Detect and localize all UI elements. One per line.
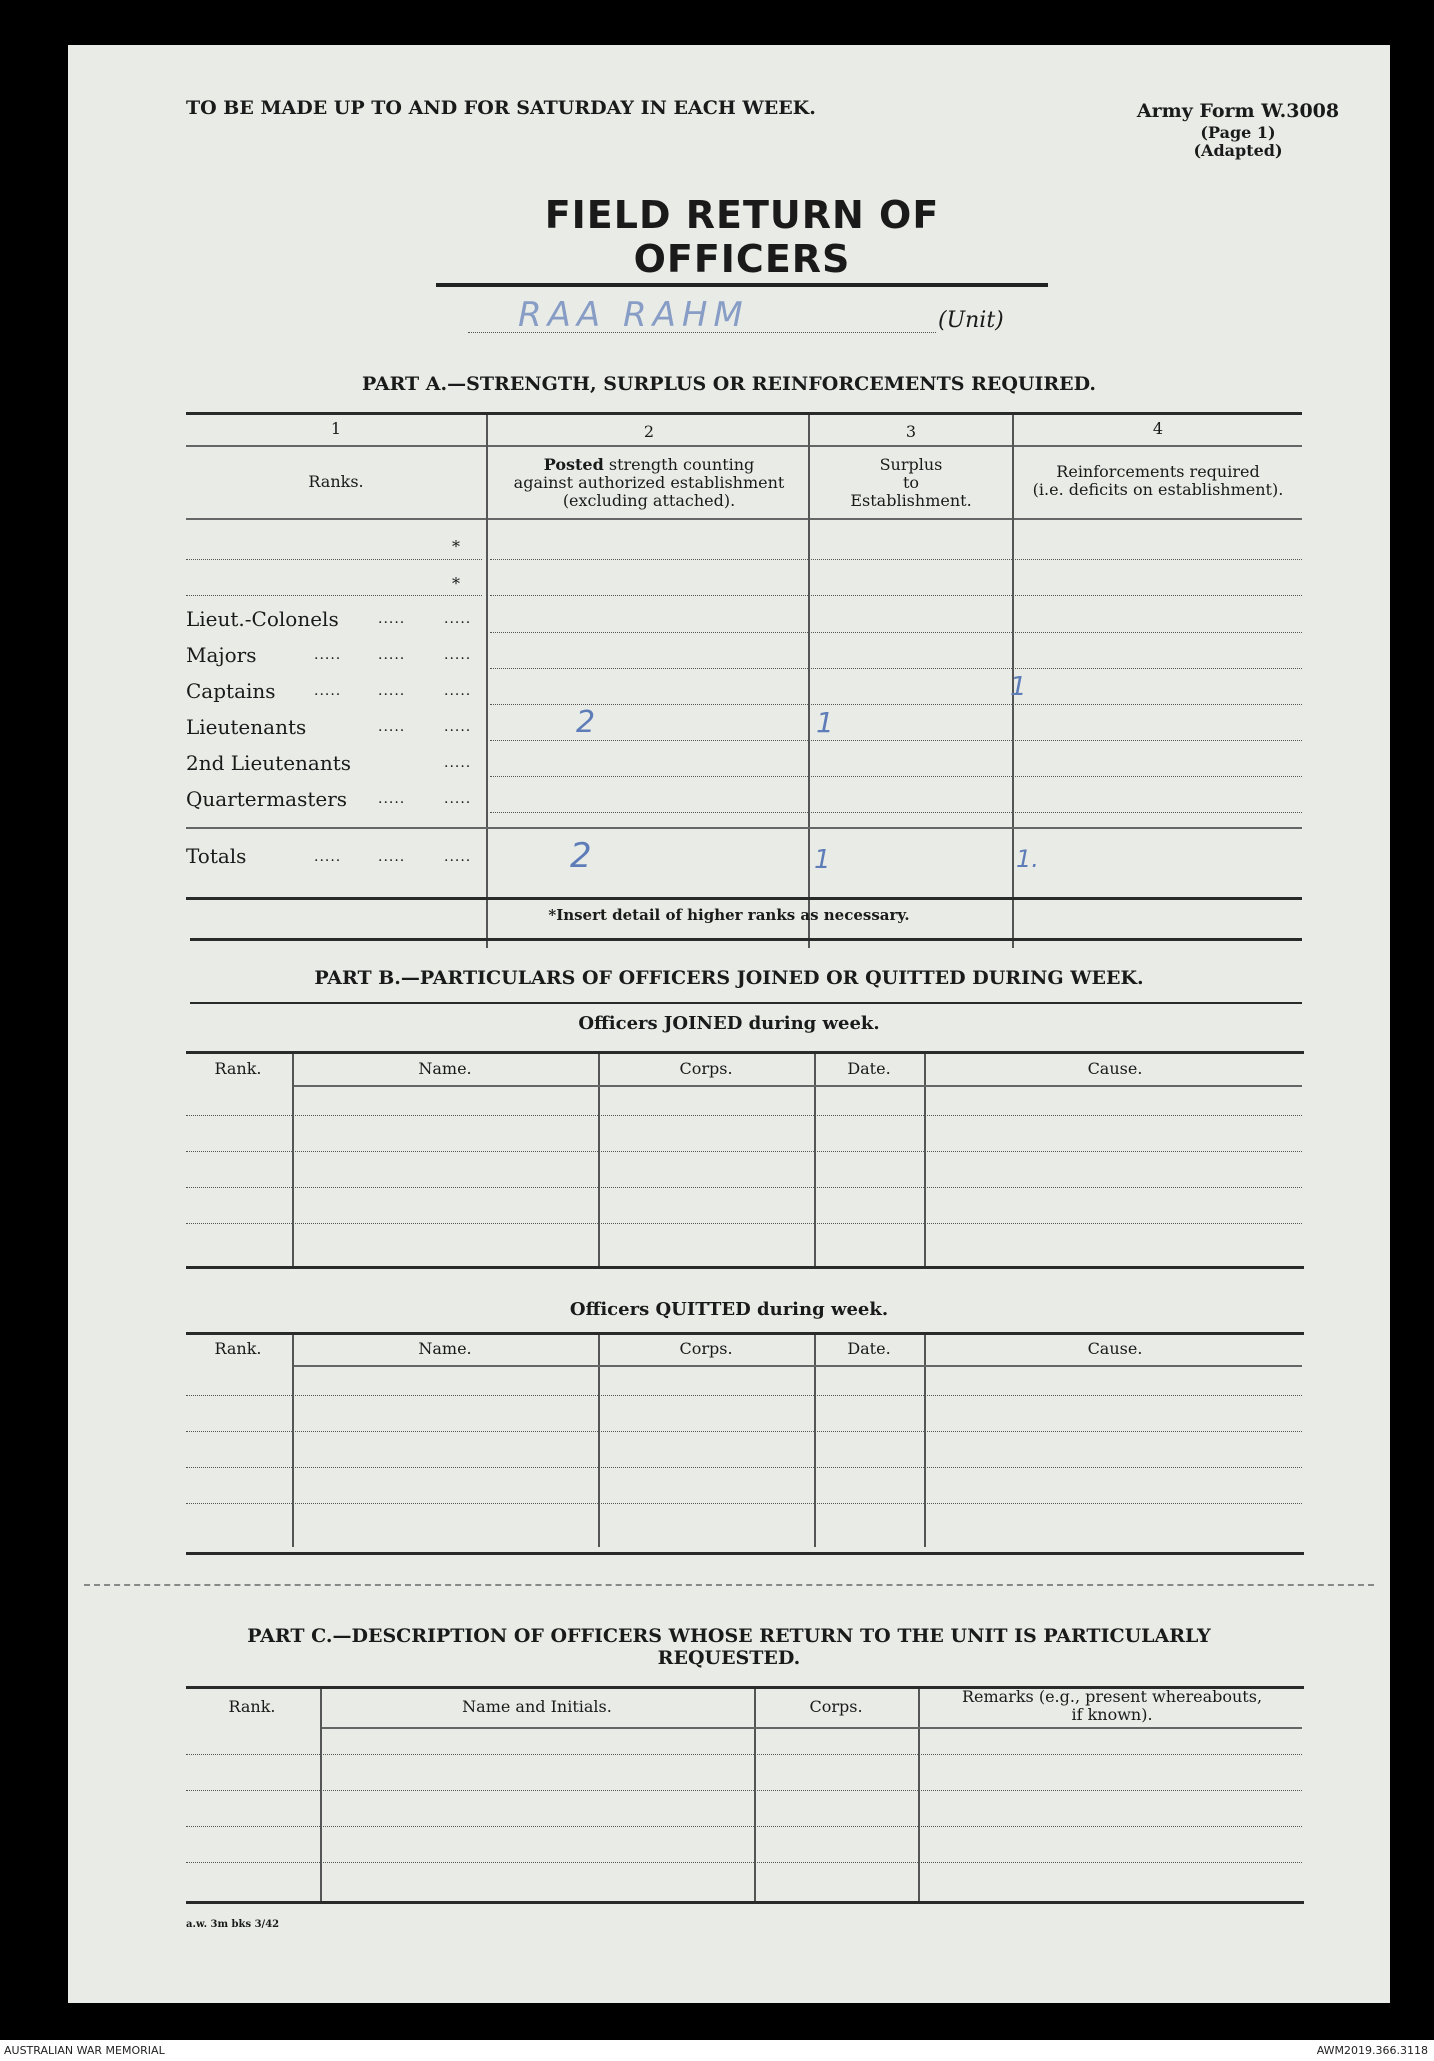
row-rule xyxy=(490,740,1302,741)
col-surplus-header xyxy=(810,456,1012,510)
rank-lieutenants: Lieutenants xyxy=(186,715,307,739)
captains-reinf-value: 1 xyxy=(1010,672,1027,702)
joined-heading: Officers JOINED during week. xyxy=(578,1013,880,1034)
col-number-4: 4 xyxy=(1152,419,1164,438)
quitted-header-rule xyxy=(294,1365,1302,1367)
quitted-col-date: Date. xyxy=(847,1339,891,1358)
quitted-divider xyxy=(924,1335,926,1547)
totals-posted-value: 2 xyxy=(570,836,592,876)
col-number-1: 1 xyxy=(330,419,342,438)
quitted-row-rule xyxy=(186,1467,1302,1468)
col-surplus-line3: Establishment. xyxy=(850,491,972,510)
col-posted-line3: (excluding attached). xyxy=(562,491,736,510)
archive-reference: AWM2019.366.3118 xyxy=(1316,2044,1428,2057)
part-c-heading-line2: REQUESTED. xyxy=(657,1647,801,1669)
page-title: FIELD RETURN OF OFFICERS xyxy=(436,193,1048,287)
quitted-row-rule xyxy=(186,1395,1302,1396)
part-c-row-rule xyxy=(186,1754,1302,1755)
rank-leader-dots: ..... xyxy=(314,683,342,699)
col-surplus-line1: Surplus xyxy=(879,455,943,474)
instruction-text: TO BE MADE UP TO AND FOR SATURDAY IN EACH WEEK. xyxy=(186,97,816,119)
joined-row-rule xyxy=(186,1151,1302,1152)
joined-col-date: Date. xyxy=(847,1059,891,1078)
part-c-header-rule xyxy=(322,1727,1302,1729)
form-page xyxy=(68,45,1390,2003)
quitted-row-rule xyxy=(186,1431,1302,1432)
part-c-remarks-line1: Remarks (e.g., present whereabouts, xyxy=(961,1687,1263,1706)
form-number: Army Form W.3008 xyxy=(1136,100,1340,122)
col-ranks-header: Ranks. xyxy=(308,472,364,491)
part-c-divider xyxy=(754,1689,756,1902)
totals-reinf-value: 1. xyxy=(1016,845,1039,873)
rank-leader-dots: ..... xyxy=(314,647,342,663)
quitted-col-name: Name. xyxy=(418,1339,472,1358)
rank-2nd-lieutenants: 2nd Lieutenants xyxy=(186,751,352,775)
joined-row-rule xyxy=(186,1223,1302,1224)
part-c-row-rule xyxy=(186,1790,1302,1791)
col-posted-rest: strength counting xyxy=(608,455,755,474)
rank-majors: Majors xyxy=(186,643,257,667)
quitted-row-rule xyxy=(186,1503,1302,1504)
part-a-top-rule xyxy=(186,412,1302,415)
col-number-2: 2 xyxy=(643,422,655,441)
col-reinf-line2: (i.e. deficits on establishment). xyxy=(1032,480,1284,499)
part-a-divider-2 xyxy=(808,415,810,948)
asterisk-2: * xyxy=(452,574,460,593)
joined-header-rule xyxy=(294,1085,1302,1087)
part-c-divider xyxy=(320,1689,322,1902)
unit-dotted-line xyxy=(468,332,936,333)
rank-leader-dots: ..... xyxy=(444,849,472,865)
asterisk-1: * xyxy=(452,537,460,556)
rank-leader-dots: ..... xyxy=(444,755,472,771)
archive-strip xyxy=(0,2040,1434,2061)
form-adapted: (Adapted) xyxy=(1193,141,1283,160)
row-rule xyxy=(490,776,1302,777)
part-c-col-rank: Rank. xyxy=(228,1697,276,1716)
lieutenants-posted-value: 2 xyxy=(576,705,596,740)
rank-leader-dots: ..... xyxy=(378,719,406,735)
row-rule xyxy=(490,668,1302,669)
part-a-end-rule xyxy=(190,938,1302,941)
row-rule xyxy=(490,595,1302,596)
perforation-line xyxy=(84,1584,1374,1586)
joined-bottom-rule xyxy=(186,1266,1304,1269)
quitted-col-corps: Corps. xyxy=(679,1339,733,1358)
part-a-heading: PART A.—STRENGTH, SURPLUS OR REINFORCEMENTS REQUIRED. xyxy=(361,373,1097,395)
row-rule xyxy=(490,632,1302,633)
quitted-divider xyxy=(598,1335,600,1547)
joined-col-rank: Rank. xyxy=(214,1059,262,1078)
col-surplus-line2: to xyxy=(902,473,920,492)
quitted-divider xyxy=(292,1335,294,1547)
header-rule xyxy=(186,518,1302,520)
totals-label: Totals xyxy=(186,844,247,868)
part-c-row-rule xyxy=(186,1862,1302,1863)
col-number-3: 3 xyxy=(905,422,917,441)
col-posted-bold: Posted xyxy=(543,455,604,474)
rank-leader-dots: ..... xyxy=(378,647,406,663)
row-rule xyxy=(490,812,1302,813)
totals-surplus-value: 1 xyxy=(814,845,831,875)
joined-col-cause: Cause. xyxy=(1087,1059,1143,1078)
quitted-heading: Officers QUITTED during week. xyxy=(569,1299,889,1320)
rank-leader-dots: ..... xyxy=(378,683,406,699)
rank-quartermasters: Quartermasters xyxy=(186,787,348,811)
quitted-top-rule xyxy=(186,1332,1304,1335)
part-c-col-corps: Corps. xyxy=(809,1697,863,1716)
rank-leader-dots: ..... xyxy=(444,611,472,627)
rank-captains: Captains xyxy=(186,679,276,703)
rank-leader-dots: ..... xyxy=(444,683,472,699)
unit-label: (Unit) xyxy=(938,308,1004,333)
part-c-remarks-line2: if known). xyxy=(1071,1705,1153,1724)
rank-leader-dots: ..... xyxy=(444,719,472,735)
rank-leader-dots: ..... xyxy=(378,849,406,865)
rank-leader-dots: ..... xyxy=(378,791,406,807)
row-rule-ranks xyxy=(186,595,482,596)
joined-row-rule xyxy=(186,1115,1302,1116)
quitted-col-rank: Rank. xyxy=(214,1339,262,1358)
part-b-heading: PART B.—PARTICULARS OF OFFICERS JOINED OR QUITTED DURING WEEK. xyxy=(314,967,1144,989)
unit-handwritten: RAA RAHM xyxy=(518,295,749,335)
rank-leader-dots: ..... xyxy=(444,791,472,807)
rank-leader-dots: ..... xyxy=(444,647,472,663)
part-c-col-remarks xyxy=(920,1688,1304,1724)
joined-col-name: Name. xyxy=(418,1059,472,1078)
row-rule xyxy=(490,559,1302,560)
part-c-divider xyxy=(918,1689,920,1902)
part-c-row-rule xyxy=(186,1826,1302,1827)
col-reinf-header xyxy=(1014,463,1302,499)
archive-name: AUSTRALIAN WAR MEMORIAL xyxy=(4,2044,165,2057)
totals-top-rule xyxy=(186,827,1302,829)
part-a-footnote: *Insert detail of higher ranks as necessary. xyxy=(548,906,910,924)
form-page-number: (Page 1) xyxy=(1200,123,1276,142)
joined-row-rule xyxy=(186,1187,1302,1188)
col-number-rule xyxy=(186,445,1302,447)
rank-leader-dots: ..... xyxy=(314,849,342,865)
part-c-col-name: Name and Initials. xyxy=(462,1697,612,1716)
part-a-bottom-rule xyxy=(186,897,1302,900)
col-posted-line2: against authorized establishment xyxy=(513,473,785,492)
col-posted-header xyxy=(488,456,810,510)
part-a-divider-1 xyxy=(486,415,488,948)
quitted-col-cause: Cause. xyxy=(1087,1339,1143,1358)
part-b-top-rule xyxy=(190,1002,1302,1004)
rank-lieut-colonels: Lieut.-Colonels xyxy=(186,607,339,631)
quitted-bottom-rule xyxy=(186,1552,1304,1555)
part-c-heading-line1: PART C.—DESCRIPTION OF OFFICERS WHOSE RETURN TO THE UNIT IS PARTICULARLY xyxy=(247,1625,1211,1647)
row-rule xyxy=(490,704,1302,705)
joined-col-corps: Corps. xyxy=(679,1059,733,1078)
col-reinf-line1: Reinforcements required xyxy=(1056,462,1260,481)
lieutenants-surplus-value: 1 xyxy=(816,706,834,739)
rank-leader-dots: ..... xyxy=(378,611,406,627)
part-c-bottom-rule xyxy=(186,1901,1304,1904)
row-rule-ranks xyxy=(186,559,482,560)
joined-top-rule xyxy=(186,1051,1304,1054)
print-code: a.w. 3m bks 3/42 xyxy=(186,1919,280,1930)
quitted-divider xyxy=(814,1335,816,1547)
